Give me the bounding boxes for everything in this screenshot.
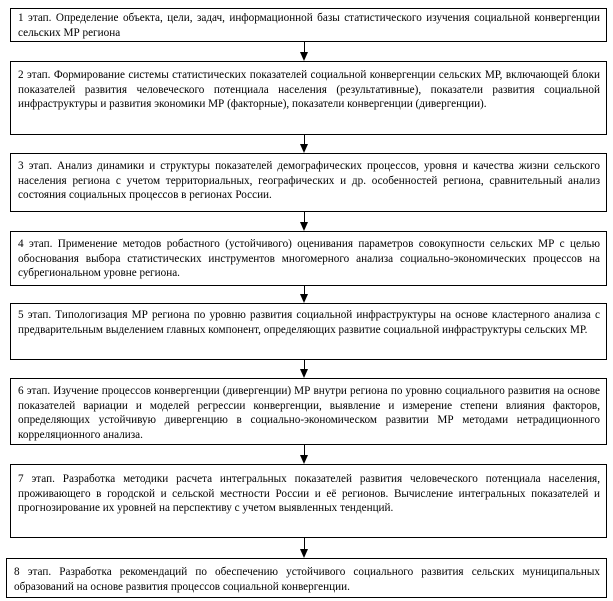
stage-4-text: 4 этап. Применение методов робастного (устойчивого) оценивания параметров совокупности сельских МР с целью обоснования выбора статистических инструментов многомерного анализа социально-экономических процессов на субрегиональном уровне региона.: [18, 238, 600, 280]
stage-3-box: [10, 153, 607, 212]
stage-6-box: [10, 378, 607, 445]
arrow-5-to-6: [299, 360, 311, 378]
stage-1-text: 1 этап. Определение объекта, цели, задач, информационной базы статистического изучения социальной конвергенции сельских МР региона: [18, 12, 600, 39]
stage-8-text: 8 этап. Разработка рекомендаций по обеспечению устойчивого социального развития сельских муниципальных образований на основе развития процессов социальной конвергенции.: [14, 566, 600, 593]
stage-2-box: [10, 61, 607, 135]
stage-7-text: 7 этап. Разработка методики расчета интегральных показателей развития человеческого потенциала населения, проживающего в городской и сельской местности России и её регионов. Вычисление интегральных показателей и прогнозирование их уровней на перспективу с учетом выявленных тенденций.: [18, 473, 600, 515]
stage-7-box: [10, 464, 607, 538]
stage-6-text: 6 этап. Изучение процессов конвергенции (дивергенции) МР внутри региона по уровню социального развития на основе показателей вариации и моделей регрессии конвергенции, выявление и измерение степени влияния факторов, определяющих устойчивую дивергенцию в социально-экономическом развитии МР методами нетрадиционного корреляционного анализа.: [18, 385, 600, 442]
stage-1-box: [10, 8, 607, 42]
stage-5-text: 5 этап. Типологизация МР региона по уровню развития социальной инфраструктуры на основе кластерного анализа с предварительным выделением главных компонент, определяющих развитие социальной инфраструктуры сельских МР.: [18, 309, 600, 336]
stage-4-box: [10, 231, 607, 286]
arrow-2-to-3: [299, 135, 311, 153]
stage-8-box: [6, 558, 607, 598]
arrow-1-to-2: [299, 42, 311, 61]
arrow-4-to-5: [299, 286, 311, 303]
arrow-7-to-8: [299, 538, 311, 558]
arrow-3-to-4: [299, 212, 311, 231]
stage-3-text: 3 этап. Анализ динамики и структуры показателей демографических процессов, уровня и качества жизни сельского населения региона с учетом территориальных, географических и др. особенностей региона, сравнительный анализ состояния социальных процессов в регионах России.: [18, 160, 600, 202]
stage-5-box: [10, 303, 607, 360]
arrow-6-to-7: [299, 445, 311, 464]
stage-2-text: 2 этап. Формирование системы статистических показателей социальной конвергенции сельских МР, включающей блоки показателей развития человеческого потенциала населения (результативные), показатели развития социальной инфраструктуры и развития экономики МР (факторные), показатели конвергенции (дивергенции).: [18, 69, 600, 111]
